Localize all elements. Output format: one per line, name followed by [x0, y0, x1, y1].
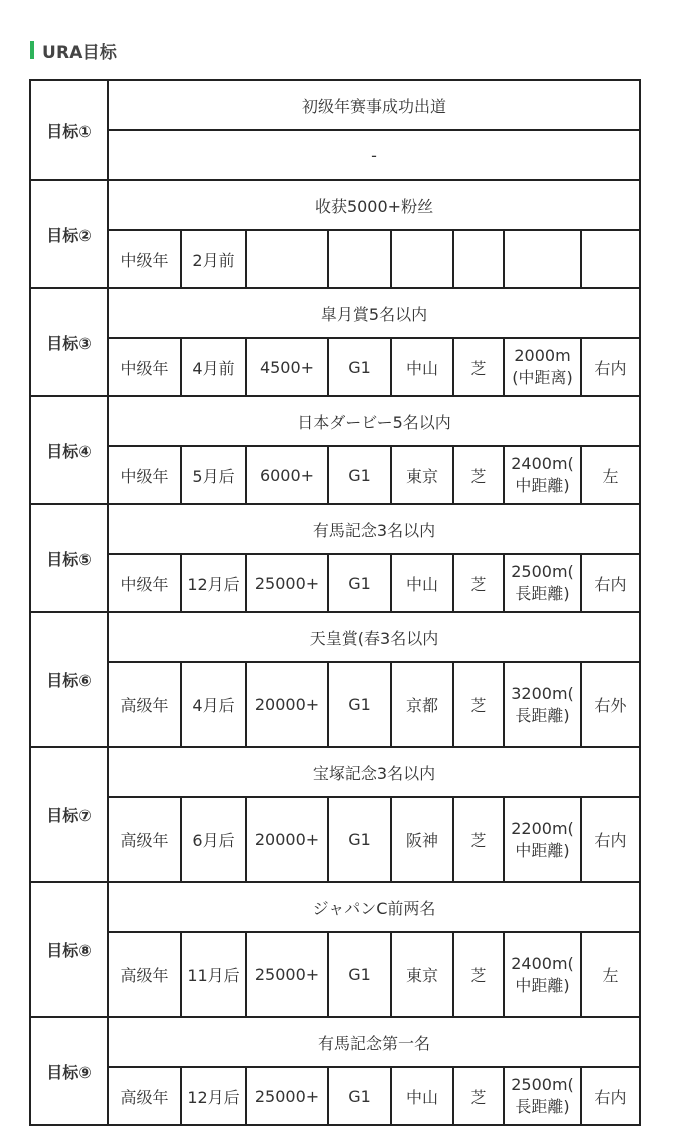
goal-fans-cell: 25000+ [246, 554, 328, 612]
goal-label: 目标① [30, 80, 108, 180]
goal-year-cell: 中级年 [108, 338, 181, 396]
goal-title: 皐月賞5名以内 [108, 288, 640, 338]
goal-course-cell: 阪神 [391, 797, 453, 882]
goal-timing-cell: 4月前 [181, 338, 246, 396]
goal-direction-cell: 右内 [581, 1067, 640, 1125]
goal-direction-cell: 左 [581, 932, 640, 1017]
goal-fans-cell: 25000+ [246, 1067, 328, 1125]
goal-year-cell: 高级年 [108, 797, 181, 882]
goal-timing-cell: 5月后 [181, 446, 246, 504]
goal-label: 目标② [30, 180, 108, 288]
goal-course-cell: 中山 [391, 554, 453, 612]
section-accent-bar [30, 41, 34, 59]
goal-detail-row [30, 797, 640, 882]
goal-grade-cell [328, 230, 391, 288]
goal-surface-cell: 芝 [453, 662, 504, 747]
section-title: URA目标 [42, 42, 118, 63]
goal-label: 目标⑦ [30, 747, 108, 882]
goal-label: 目标⑥ [30, 612, 108, 747]
goal-direction-cell: 右内 [581, 797, 640, 882]
goal-course-cell [391, 230, 453, 288]
goal-grade-cell: G1 [328, 554, 391, 612]
goal-surface-cell: 芝 [453, 932, 504, 1017]
goal-title-row [30, 882, 640, 932]
goal-surface-cell: 芝 [453, 446, 504, 504]
goal-title: 有馬記念第一名 [108, 1017, 640, 1067]
distance-line: 2400m( [511, 454, 574, 473]
goal-label: 目标⑨ [30, 1017, 108, 1125]
goal-title-row [30, 747, 640, 797]
goal-timing-cell: 11月后 [181, 932, 246, 1017]
goal-year-cell: 中级年 [108, 554, 181, 612]
goal-detail: - [108, 130, 640, 180]
goal-timing-cell: 6月后 [181, 797, 246, 882]
goal-detail-row [30, 446, 640, 504]
goal-title: 天皇賞(春3名以内 [108, 612, 640, 662]
goal-year-cell: 高级年 [108, 662, 181, 747]
goal-distance-cell [504, 1067, 581, 1125]
goal-fans-cell: 20000+ [246, 662, 328, 747]
goal-year-cell: 中级年 [108, 446, 181, 504]
section-header [30, 38, 117, 62]
goal-direction-cell [581, 230, 640, 288]
goal-distance-cell [504, 554, 581, 612]
goal-distance-cell [504, 446, 581, 504]
goal-direction-cell: 右内 [581, 554, 640, 612]
goal-year-cell: 高级年 [108, 1067, 181, 1125]
goal-course-cell: 東京 [391, 446, 453, 504]
goal-course-cell: 京都 [391, 662, 453, 747]
goal-fans-cell: 6000+ [246, 446, 328, 504]
distance-line: 2500m( [511, 562, 574, 581]
distance-line: 中距離) [515, 840, 570, 860]
distance-line: 2400m( [511, 953, 574, 973]
goal-detail-row [30, 554, 640, 612]
goal-grade-cell: G1 [328, 932, 391, 1017]
goal-course-cell: 東京 [391, 932, 453, 1017]
goal-distance-cell [504, 662, 581, 747]
distance-line: 中距離) [515, 476, 570, 495]
goal-grade-cell: G1 [328, 338, 391, 396]
goal-surface-cell: 芝 [453, 1067, 504, 1125]
goal-title: 有馬記念3名以内 [108, 504, 640, 554]
goal-year-cell: 高级年 [108, 932, 181, 1017]
goal-direction-cell: 左 [581, 446, 640, 504]
goal-detail-row [30, 932, 640, 1017]
goal-detail-row [30, 662, 640, 747]
goal-distance-cell [504, 797, 581, 882]
goal-grade-cell: G1 [328, 662, 391, 747]
distance-line: 長距離) [515, 1097, 570, 1116]
goal-title-row [30, 504, 640, 554]
goal-timing-cell: 2月前 [181, 230, 246, 288]
goal-title: 宝塚記念3名以内 [108, 747, 640, 797]
goal-detail-row [30, 338, 640, 396]
goal-fans-cell: 25000+ [246, 932, 328, 1017]
goal-timing-cell: 4月后 [181, 662, 246, 747]
goal-course-cell: 中山 [391, 1067, 453, 1125]
goal-title-row [30, 612, 640, 662]
goal-title-row [30, 180, 640, 230]
distance-line: 2000m [514, 346, 571, 365]
goal-detail-row [30, 230, 640, 288]
goal-title-row [30, 288, 640, 338]
goal-title-row [30, 80, 640, 130]
distance-line: (中距离) [512, 368, 573, 387]
goal-grade-cell: G1 [328, 1067, 391, 1125]
goal-label: 目标③ [30, 288, 108, 396]
goal-title-row [30, 1017, 640, 1067]
goal-surface-cell [453, 230, 504, 288]
goal-title: 收获5000+粉丝 [108, 180, 640, 230]
goal-timing-cell: 12月后 [181, 554, 246, 612]
goal-label: 目标⑤ [30, 504, 108, 612]
goal-distance-cell [504, 230, 581, 288]
goal-detail-row [30, 130, 640, 180]
goal-title: 初级年赛事成功出道 [108, 80, 640, 130]
goal-surface-cell: 芝 [453, 338, 504, 396]
goal-label: 目标⑧ [30, 882, 108, 1017]
goal-timing-cell: 12月后 [181, 1067, 246, 1125]
distance-line: 中距離) [515, 975, 570, 995]
goal-direction-cell: 右外 [581, 662, 640, 747]
goal-distance-cell [504, 338, 581, 396]
goal-grade-cell: G1 [328, 797, 391, 882]
goal-title: ジャパンC前两名 [108, 882, 640, 932]
goal-title-row [30, 396, 640, 446]
goal-grade-cell: G1 [328, 446, 391, 504]
goal-detail-row [30, 1067, 640, 1125]
goal-direction-cell: 右内 [581, 338, 640, 396]
goal-fans-cell [246, 230, 328, 288]
distance-line: 2200m( [511, 818, 574, 838]
goal-label: 目标④ [30, 396, 108, 504]
goal-year-cell: 中级年 [108, 230, 181, 288]
goal-distance-cell [504, 932, 581, 1017]
goal-fans-cell: 4500+ [246, 338, 328, 396]
distance-line: 長距離) [515, 705, 570, 725]
distance-line: 長距離) [515, 584, 570, 603]
goal-surface-cell: 芝 [453, 797, 504, 882]
goal-title: 日本ダービー5名以内 [108, 396, 640, 446]
distance-line: 2500m( [511, 1075, 574, 1094]
goal-course-cell: 中山 [391, 338, 453, 396]
goal-fans-cell: 20000+ [246, 797, 328, 882]
goal-surface-cell: 芝 [453, 554, 504, 612]
goals-table [29, 79, 641, 1126]
distance-line: 3200m( [511, 683, 574, 703]
